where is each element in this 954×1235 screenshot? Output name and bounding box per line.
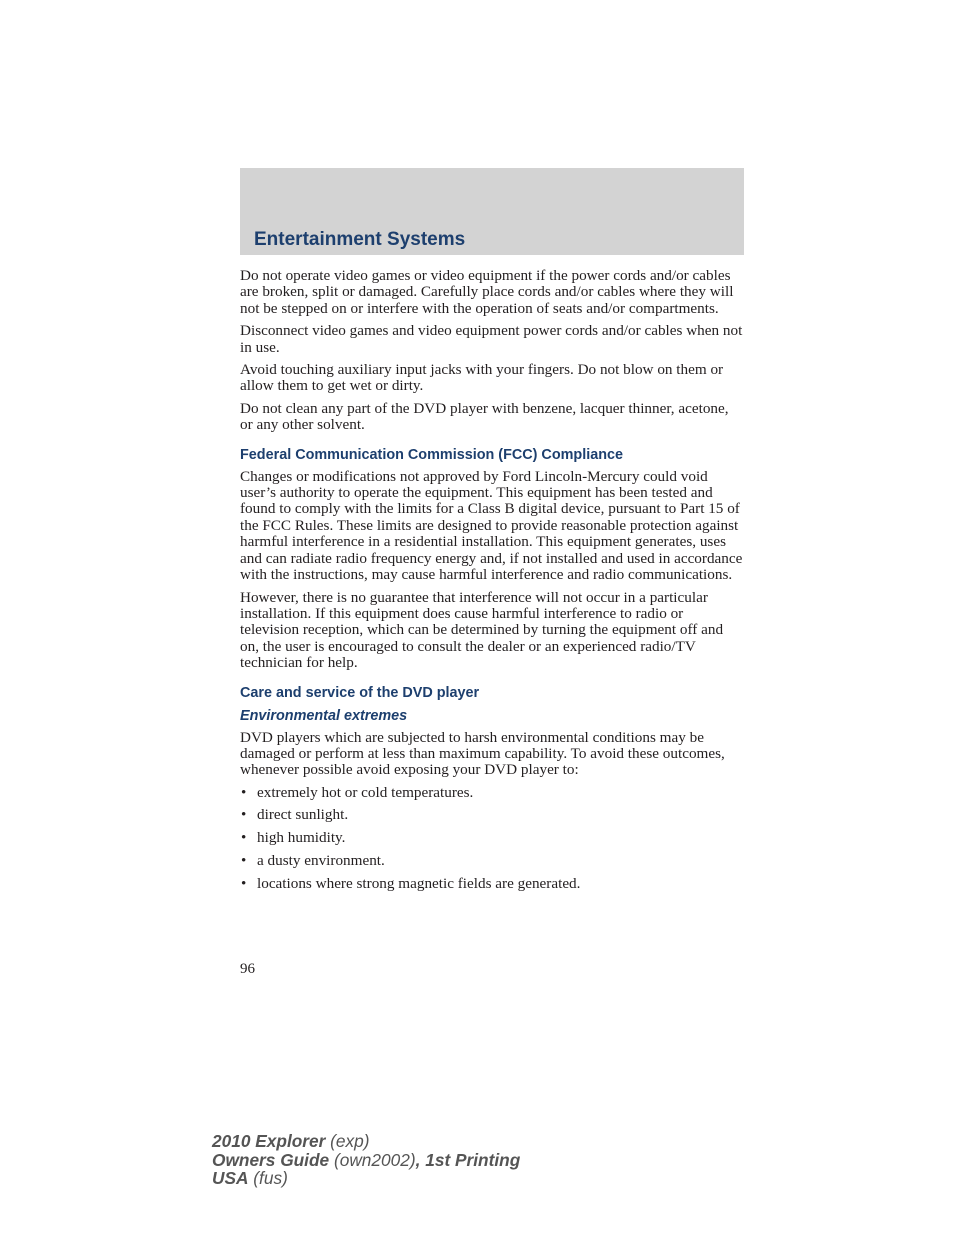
list-item-text: a dusty environment. [257, 851, 385, 869]
list-item-text: extremely hot or cold temperatures. [257, 783, 474, 801]
list-item-text: high humidity. [257, 829, 346, 847]
footer-guide-code: (own2002) [329, 1149, 416, 1170]
fcc-heading: Federal Communication Commission (FCC) Compliance [240, 446, 623, 463]
list-item-text: direct sunlight. [257, 806, 349, 824]
list-item [240, 785, 744, 801]
exposure-list [240, 785, 744, 892]
intro-paragraph: Avoid touching auxiliary input jacks with your fingers. Do not blow on them or allow them to get wet or dirty. [240, 361, 724, 395]
footer-printing: , 1st Printing [415, 1149, 521, 1170]
intro-paragraph: Disconnect video games and video equipment power cords and/or cables when not in use. [240, 322, 743, 356]
document-footer [212, 1132, 520, 1188]
section-title: Entertainment Systems [254, 229, 466, 250]
list-item-text: locations where strong magnetic fields are generated. [257, 874, 581, 892]
fcc-paragraph: Changes or modifications not approved by Ford Lincoln-Mercury could void user’s authority to operate the equipment. This equipment has been tested and found to comply with the limits for a Class B digital device, pursuant to Part 15 of the FCC Rules. These limits are designed to provide reasonable protection against harmful interference in a residential installation. This equipment generates, uses and can radiate radio frequency energy and, if not installed and used in accordance with the instructions, may cause harmful interference and radio communications. [240, 467, 743, 584]
intro-paragraph: Do not operate video games or video equipment if the power cords and/or cables are broken, split or damaged. Carefully place cords and/or cables where they will not be stepped on or interfere with the operation of seats and/or compartments. [240, 267, 734, 317]
page-number: 96 [240, 961, 255, 977]
list-item [240, 876, 744, 892]
footer-market: USA [212, 1168, 249, 1189]
fcc-paragraph: However, there is no guarantee that interference will not occur in a particular installation. If this equipment does cause harmful interference to radio or television reception, which can be determined by turning the equipment off and on, the user is encouraged to consult the dealer or an experienced radio/TV technician for help. [240, 588, 724, 672]
bullet-icon: • [241, 851, 247, 869]
care-paragraph: DVD players which are subjected to harsh environmental conditions may be damaged or perform at less than maximum capability. To avoid these outcomes, whenever possible avoid exposing your DVD player to: [240, 728, 725, 779]
footer-market-code: (fus) [248, 1168, 288, 1189]
page-content [240, 268, 744, 898]
bullet-icon: • [241, 874, 247, 892]
bullet-icon: • [241, 806, 247, 824]
list-item [240, 853, 744, 869]
section-header-bar [240, 168, 744, 255]
footer-line-1 [212, 1132, 520, 1151]
bullet-icon: • [241, 783, 247, 801]
intro-paragraph: Do not clean any part of the DVD player with benzene, lacquer thinner, acetone, or any other solvent. [240, 399, 729, 434]
footer-line-2 [212, 1151, 520, 1170]
footer-guide: Owners Guide [212, 1149, 330, 1170]
footer-line-3 [212, 1169, 520, 1188]
list-item [240, 807, 744, 823]
environmental-subheading: Environmental extremes [240, 707, 408, 724]
bullet-icon: • [241, 829, 247, 847]
list-item [240, 830, 744, 846]
footer-model: 2010 Explorer [212, 1131, 326, 1151]
care-heading: Care and service of the DVD player [240, 684, 480, 701]
footer-model-code: (exp) [325, 1131, 370, 1151]
